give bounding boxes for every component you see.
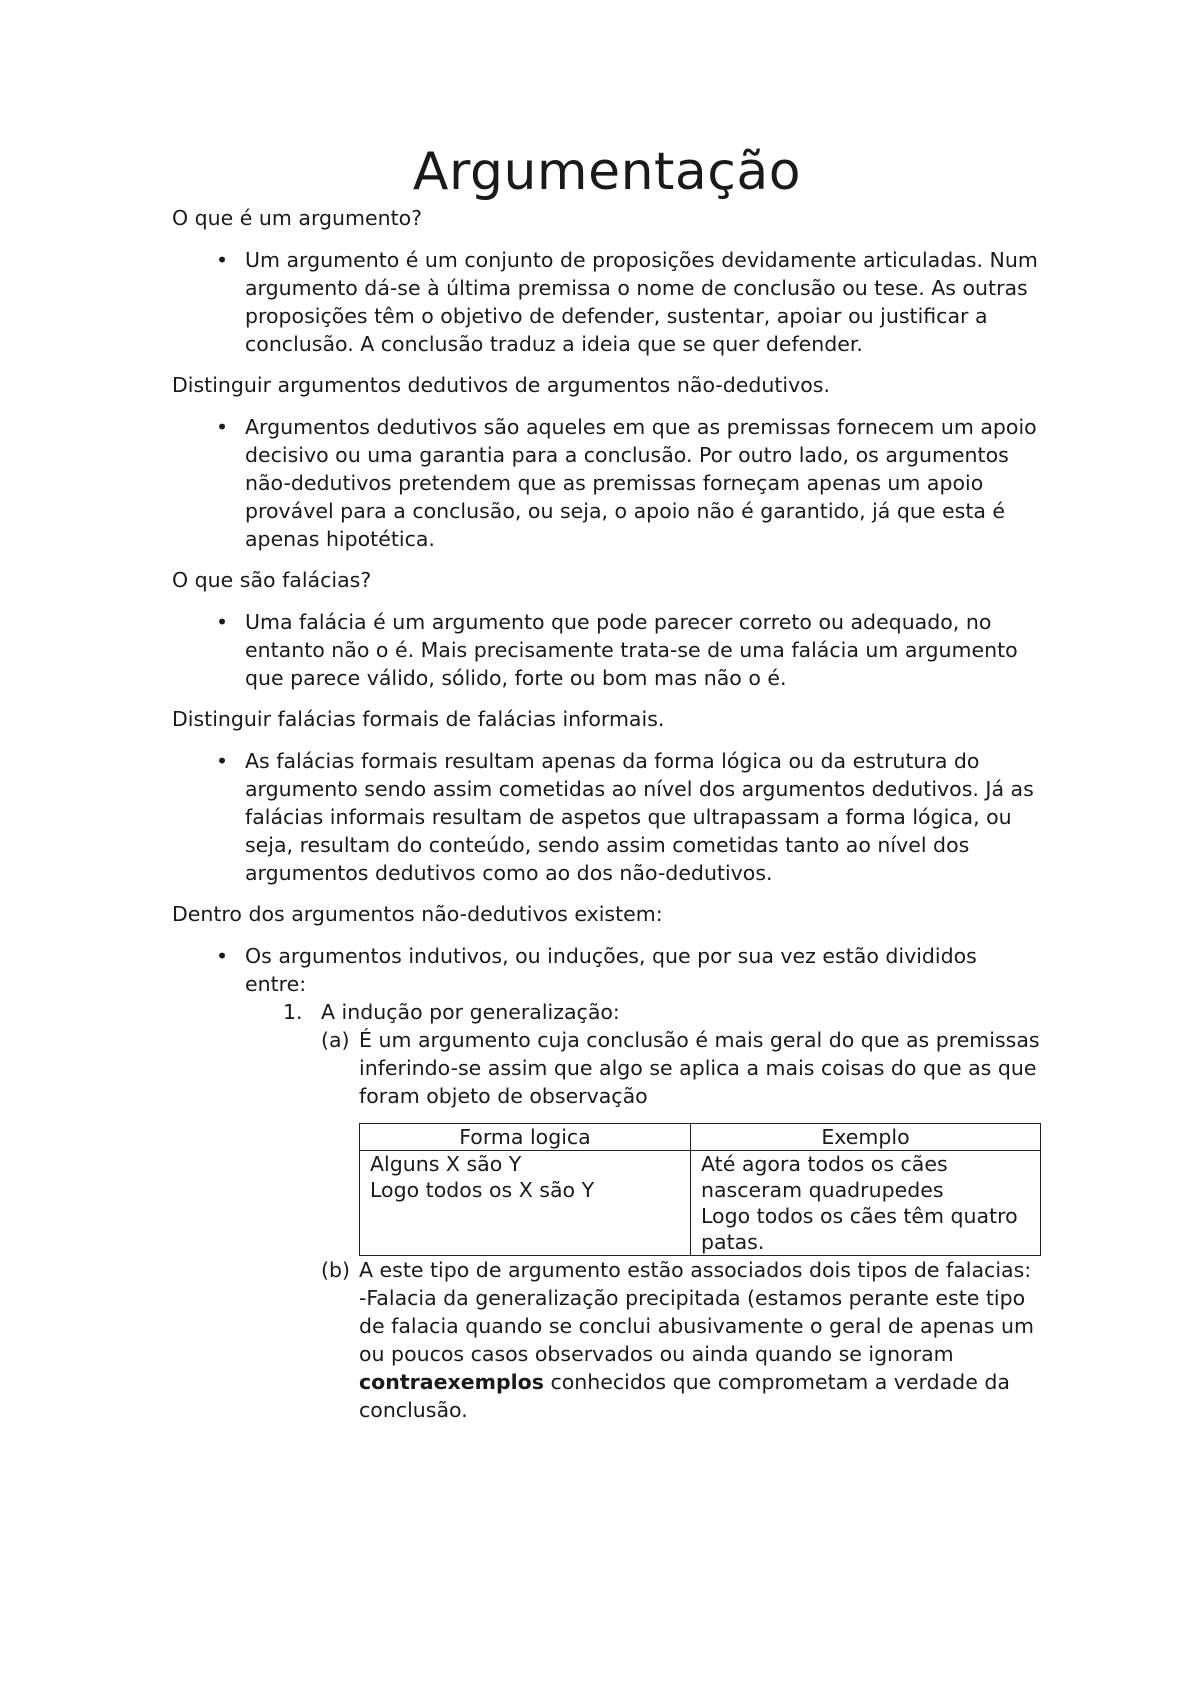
bullet-dot-icon: •	[215, 610, 229, 634]
sub-item-a	[321, 1026, 1042, 1256]
bullet-item	[172, 942, 1042, 1424]
table-header-form: Forma logica	[360, 1124, 691, 1151]
bullet-item	[172, 608, 1042, 692]
document-title: Argumentação	[412, 142, 802, 202]
logic-table	[359, 1123, 1041, 1256]
table-row	[360, 1151, 1041, 1256]
item-number: 1.	[283, 1000, 303, 1024]
bullet-text: Uma falácia é um argumento que pode parecer correto ou adequado, no entanto não o é. Mais precisamente trata-se de uma falácia um argumento que parece válido, sólido, forte ou bom mas não o é.	[245, 610, 1018, 690]
section-question: Distinguir argumentos dedutivos de argumentos não-dedutivos.	[172, 373, 830, 397]
bullet-text: Um argumento é um conjunto de proposições devidamente articuladas. Num argumento dá-se à última premissa o nome de conclusão ou tese. As outras proposições têm o objetivo de defender, sustentar, apoiar ou justificar a conclusão. A conclusão traduz a ideia que se quer defender.	[245, 248, 1038, 356]
section-question: Dentro dos argumentos não-dedutivos existem:	[172, 902, 663, 926]
emphasis-text: contraexemplos	[359, 1370, 544, 1394]
section-question: O que são falácias?	[172, 568, 372, 592]
bullet-dot-icon: •	[215, 248, 229, 272]
table-cell-example: Até agora todos os cães nasceram quadrupedes Logo todos os cães têm quatro patas.	[691, 1151, 1041, 1256]
bullet-text: Argumentos dedutivos são aqueles em que as premissas fornecem um apoio decisivo ou uma garantia para a conclusão. Por outro lado, os argumentos não-dedutivos pretendem que as premissas forneçam apenas um apoio provável para a conclusão, ou seja, o apoio não é garantido, já que esta é apenas hipotética.	[245, 415, 1037, 551]
bullet-text: As falácias formais resultam apenas da forma lógica ou da estrutura do argumento sendo assim cometidas ao nível dos argumentos dedutivos. Já as falácias informais resultam de aspetos que ultrapassam a forma lógica, ou seja, resultam do conteúdo, sendo assim cometidas tanto ao nível dos argumentos dedutivos como ao dos não-dedutivos.	[245, 749, 1034, 885]
bullet-text: Os argumentos indutivos, ou induções, que por sua vez estão divididos entre:	[245, 944, 977, 996]
sub-item-label: (b)	[321, 1258, 351, 1282]
section-question: O que é um argumento?	[172, 206, 423, 230]
sub-item-text: É um argumento cuja conclusão é mais geral do que as premissas inferindo-se assim que algo se aplica a mais coisas do que as que foram objeto de observação	[359, 1028, 1040, 1108]
bullet-dot-icon: •	[215, 749, 229, 773]
table-cell-form: Alguns X são Y Logo todos os X são Y	[360, 1151, 691, 1256]
table-header-row	[360, 1124, 1041, 1151]
table-header-example: Exemplo	[691, 1124, 1041, 1151]
section-question: Distinguir falácias formais de falácias informais.	[172, 707, 665, 731]
sub-item-label: (a)	[321, 1028, 350, 1052]
bullet-dot-icon: •	[215, 415, 229, 439]
paragraph-text: -Falacia da generalização precipitada (estamos perante este tipo de falacia quando se conclui abusivamente o geral de apenas um ou poucos casos observados ou ainda quando se ignoram	[359, 1286, 1034, 1366]
document-page	[172, 140, 1042, 1437]
paragraph-text: conhecidos que comprometam a verdade da conclusão.	[359, 1370, 1010, 1422]
bullet-item	[172, 413, 1042, 553]
bullet-item	[172, 246, 1042, 358]
numbered-item	[283, 998, 1042, 1424]
item-text: A indução por generalização:	[321, 1000, 620, 1024]
sub-item-b	[321, 1256, 1042, 1424]
sub-item-paragraph	[359, 1284, 1042, 1424]
bullet-dot-icon: •	[215, 944, 229, 968]
sub-item-text: A este tipo de argumento estão associados dois tipos de falacias:	[359, 1258, 1032, 1282]
bullet-item	[172, 747, 1042, 887]
